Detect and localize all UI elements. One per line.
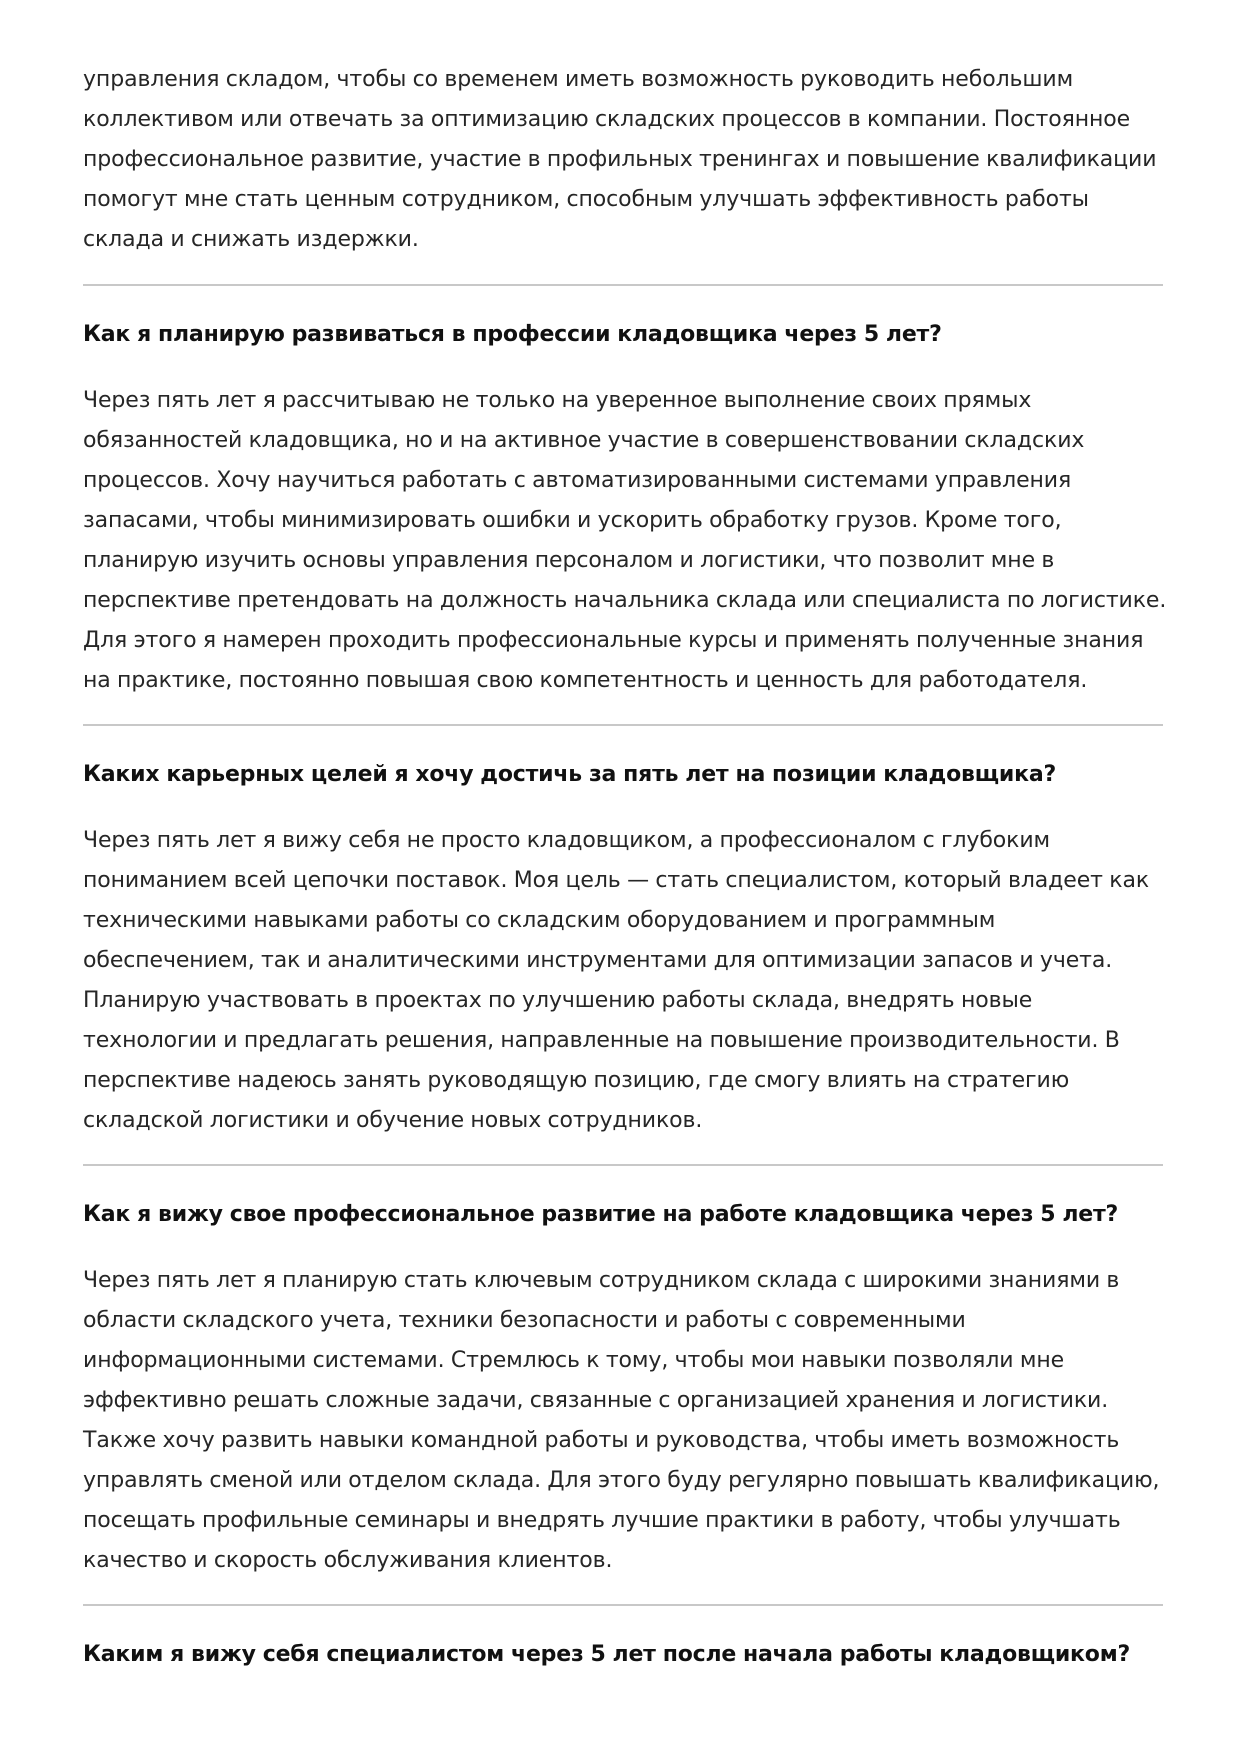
section-paragraph-2 — [83, 821, 1149, 1141]
paragraph-line: техническими навыками работы со складским оборудованием и программным — [83, 908, 996, 933]
section-heading-4: Каким я вижу себя специалистом через 5 лет после начала работы кладовщиком? — [83, 1642, 1131, 1667]
paragraph-line: на практике, постоянно повышая свою компетентность и ценность для работодателя. — [83, 668, 1088, 693]
paragraph-line: эффективно решать сложные задачи, связанные с организацией хранения и логистики. — [83, 1388, 1109, 1413]
paragraph-line: технологии и предлагать решения, направленные на повышение производительности. В — [83, 1028, 1120, 1053]
paragraph-line: Также хочу развить навыки командной работы и руководства, чтобы иметь возможность — [83, 1428, 1120, 1453]
paragraph-line: помогут мне стать ценным сотрудником, способным улучшать эффективность работы — [83, 187, 1089, 212]
paragraph-line: информационными системами. Стремлюсь к тому, чтобы мои навыки позволяли мне — [83, 1348, 1065, 1373]
paragraph-line: области складского учета, техники безопасности и работы с современными — [83, 1308, 966, 1333]
section-paragraph-1 — [83, 381, 1166, 701]
paragraph-line: Планирую участвовать в проектах по улучшению работы склада, внедрять новые — [83, 988, 1033, 1013]
paragraph-line: перспективе претендовать на должность начальника склада или специалиста по логистике. — [83, 588, 1167, 613]
paragraph-line: профессиональное развитие, участие в профильных тренингах и повышение квалификации — [83, 147, 1157, 172]
paragraph-line: управлять сменой или отделом склада. Для этого буду регулярно повышать квалификацию, — [83, 1468, 1160, 1493]
paragraph-line: складской логистики и обучение новых сотрудников. — [83, 1108, 703, 1133]
paragraph-line: посещать профильные семинары и внедрять лучшие практики в работу, чтобы улучшать — [83, 1508, 1121, 1533]
paragraph-line: запасами, чтобы минимизировать ошибки и ускорить обработку грузов. Кроме того, — [83, 508, 1062, 533]
paragraph-line: склада и снижать издержки. — [83, 227, 419, 252]
paragraph-line: обеспечением, так и аналитическими инструментами для оптимизации запасов и учета. — [83, 948, 1113, 973]
paragraph-line: обязанностей кладовщика, но и на активное участие в совершенствовании складских — [83, 428, 1085, 453]
paragraph-line: перспективе надеюсь занять руководящую позицию, где смогу влиять на стратегию — [83, 1068, 1070, 1093]
paragraph-line: пониманием всей цепочки поставок. Моя цель — стать специалистом, который владеет как — [83, 868, 1150, 893]
section-heading-2: Каких карьерных целей я хочу достичь за пять лет на позиции кладовщика? — [83, 762, 1057, 787]
intro-paragraph — [83, 60, 1156, 260]
paragraph-line: коллективом или отвечать за оптимизацию складских процессов в компании. Постоянное — [83, 107, 1131, 132]
section-paragraph-3 — [83, 1261, 1159, 1581]
paragraph-line: Через пять лет я планирую стать ключевым сотрудником склада с широкими знаниями в — [83, 1268, 1120, 1293]
section-divider — [83, 1164, 1163, 1166]
paragraph-line: планирую изучить основы управления персоналом и логистики, что позволит мне в — [83, 548, 1055, 573]
paragraph-line: Через пять лет я вижу себя не просто кладовщиком, а профессионалом с глубоким — [83, 828, 1051, 853]
section-divider — [83, 724, 1163, 726]
section-heading-1: Как я планирую развиваться в профессии кладовщика через 5 лет? — [83, 322, 942, 347]
paragraph-line: Для этого я намерен проходить профессиональные курсы и применять полученные знания — [83, 628, 1144, 653]
paragraph-line: качество и скорость обслуживания клиентов. — [83, 1548, 613, 1573]
paragraph-line: процессов. Хочу научиться работать с автоматизированными системами управления — [83, 468, 1072, 493]
section-heading-3: Как я вижу свое профессиональное развитие на работе кладовщика через 5 лет? — [83, 1202, 1119, 1227]
section-divider — [83, 284, 1163, 286]
section-divider — [83, 1604, 1163, 1606]
paragraph-line: управления складом, чтобы со временем иметь возможность руководить небольшим — [83, 67, 1074, 92]
paragraph-line: Через пять лет я рассчитываю не только на уверенное выполнение своих прямых — [83, 388, 1032, 413]
